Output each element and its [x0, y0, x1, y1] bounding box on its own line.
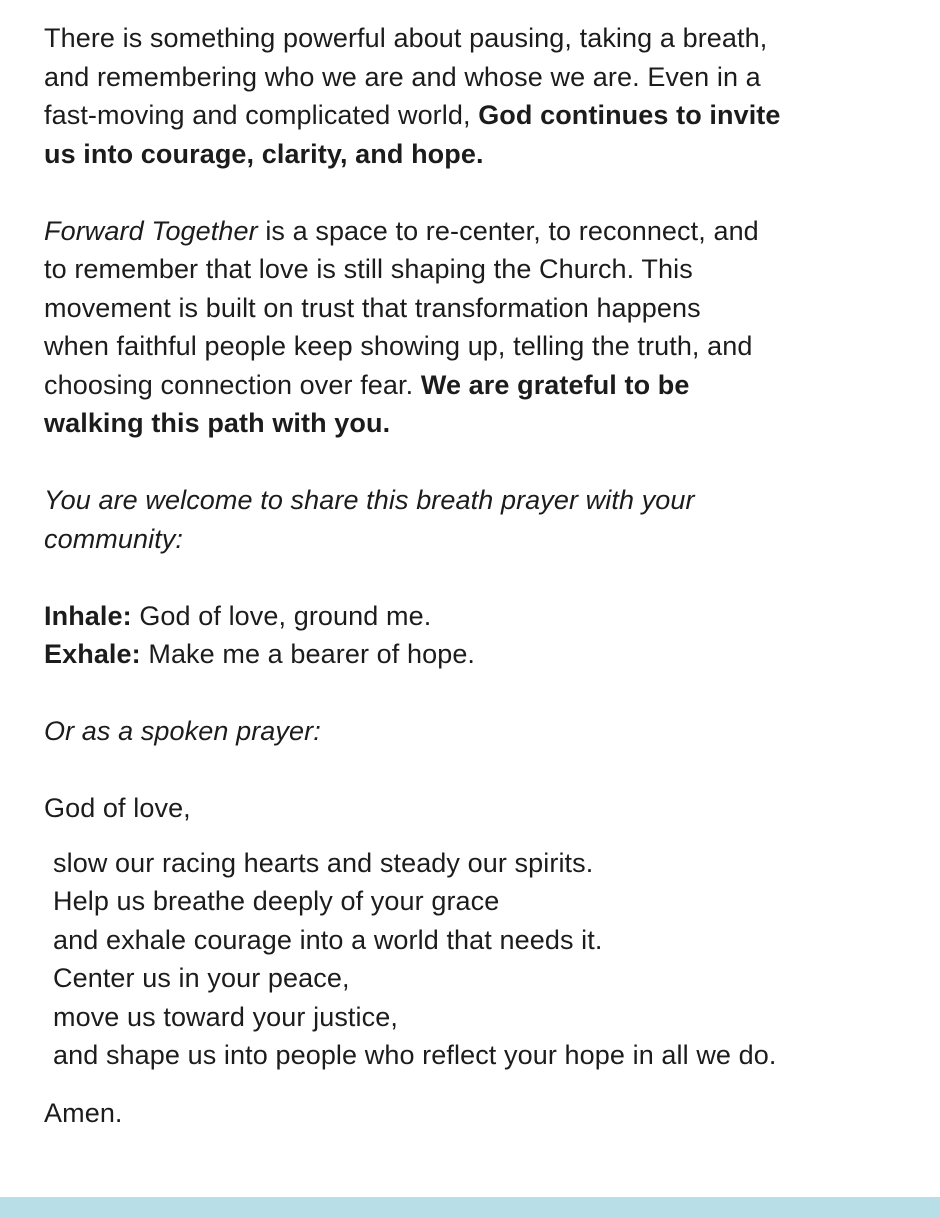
- paragraph-intro: [44, 19, 920, 173]
- text-line: [44, 635, 920, 674]
- text-segment: and remembering who we are and whose we are. Even in a: [44, 61, 761, 92]
- paragraph-forward-together: [44, 212, 920, 443]
- text-line: [44, 1094, 920, 1133]
- text-line: [53, 998, 920, 1037]
- text-segment: when faithful people keep showing up, telling the truth, and: [44, 331, 753, 361]
- text-line: [44, 96, 920, 135]
- text-segment: walking this path with you.: [44, 408, 391, 438]
- text-segment: choosing connection over fear.: [44, 369, 421, 400]
- text-line: [44, 366, 920, 405]
- text-segment: Help us breathe deeply of your grace: [53, 886, 500, 916]
- text-line: [44, 135, 920, 174]
- text-line: [44, 597, 920, 636]
- text-segment: God continues to invite: [478, 100, 781, 130]
- text-segment: us into courage, clarity, and hope.: [44, 138, 484, 169]
- text-segment: movement is built on trust that transformation happens: [44, 292, 701, 323]
- paragraph-breath-prayer-invite: [44, 481, 920, 558]
- text-line: [44, 327, 920, 366]
- text-segment: fast-moving and complicated world,: [44, 100, 479, 130]
- text-line: [44, 19, 920, 58]
- text-segment: to remember that love is still shaping the Church. This: [44, 254, 693, 284]
- text-segment: You are welcome to share this breath prayer with your: [44, 485, 695, 515]
- text-segment: We are grateful to be: [420, 369, 690, 400]
- text-line: [53, 921, 920, 960]
- text-segment: Amen.: [44, 1097, 123, 1128]
- paragraph-spoken-prayer-intro: [44, 712, 920, 751]
- text-segment: Forward Together: [44, 215, 258, 246]
- text-line: [44, 58, 920, 97]
- text-segment: and shape us into people who reflect your hope in all we do.: [53, 1040, 777, 1070]
- text-segment: There is something powerful about pausing, taking a breath,: [44, 23, 768, 53]
- text-line: [44, 712, 920, 751]
- text-line: [53, 1036, 920, 1075]
- text-segment: Exhale:: [44, 639, 141, 669]
- text-line: [44, 212, 920, 251]
- paragraph-amen: [44, 1094, 920, 1133]
- paragraph-god-of-love: [44, 789, 920, 828]
- text-segment: move us toward your justice,: [53, 1001, 398, 1032]
- text-segment: and exhale courage into a world that needs it.: [53, 924, 603, 955]
- text-line: [44, 289, 920, 328]
- paragraph-spoken-prayer-body: [44, 844, 920, 1075]
- text-line: [44, 520, 920, 559]
- text-segment: Center us in your peace,: [53, 963, 350, 993]
- text-line: [44, 250, 920, 289]
- text-line: [53, 882, 920, 921]
- text-segment: community:: [44, 523, 184, 554]
- text-line: [44, 789, 920, 828]
- footer-accent-bar: [0, 1197, 940, 1217]
- text-segment: Inhale:: [44, 600, 132, 631]
- text-line: [44, 404, 920, 443]
- text-segment: God of love, ground me.: [131, 600, 432, 631]
- text-line: [44, 481, 920, 520]
- text-line: [53, 959, 920, 998]
- paragraph-inhale-exhale: [44, 597, 920, 674]
- text-segment: God of love,: [44, 793, 191, 823]
- text-segment: Make me a bearer of hope.: [140, 639, 476, 669]
- text-segment: is a space to re-center, to reconnect, and: [257, 215, 759, 246]
- text-line: [53, 844, 920, 883]
- text-segment: slow our racing hearts and steady our spirits.: [53, 847, 594, 878]
- text-segment: Or as a spoken prayer:: [44, 716, 321, 746]
